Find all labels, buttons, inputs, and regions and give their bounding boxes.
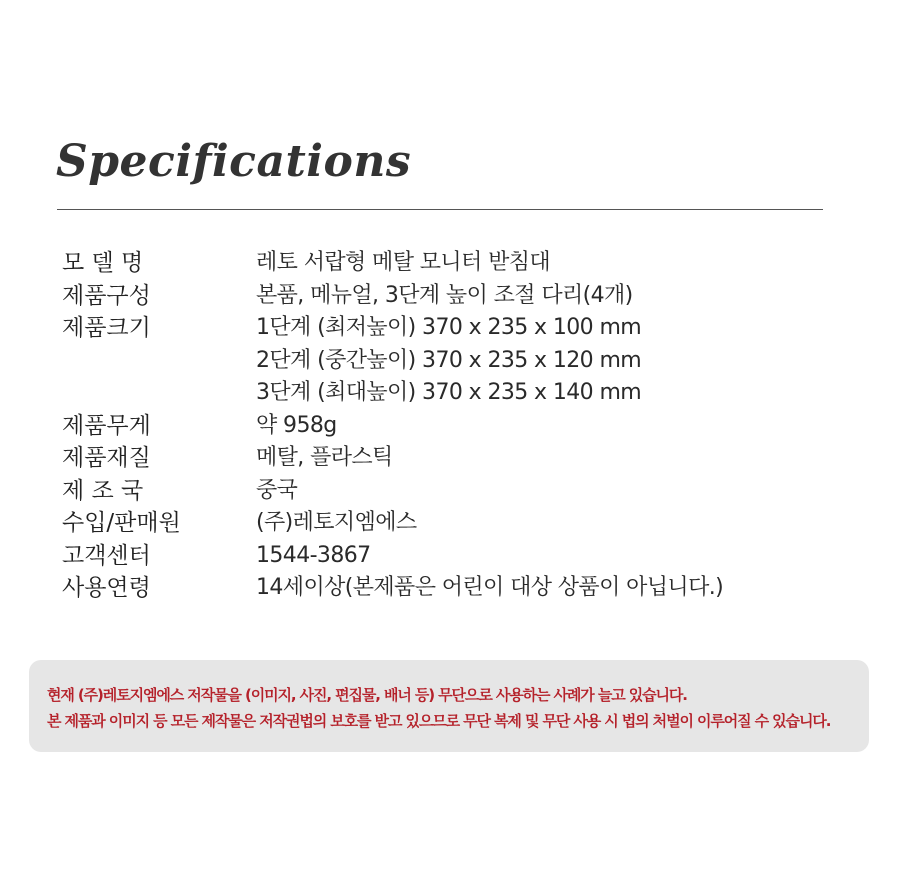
spec-label: 제 조 국 [62,477,144,504]
spec-label: 제품구성 [62,282,151,309]
spec-label: 고객센터 [62,542,151,569]
spec-table [62,247,842,605]
copyright-notice [29,660,869,752]
spec-value: 14세이상(본제품은 어린이 대상 상품이 아닙니다.) [256,575,724,600]
spec-value: 레토 서랍형 메탈 모니터 받침대 [256,250,551,275]
spec-value: 1544-3867 [256,542,371,568]
spec-label: 모 델 명 [62,250,144,276]
spec-label: 사용연령 [62,575,151,601]
spec-row-model [62,247,842,280]
spec-value: 1단계 (최저높이) 370 x 235 x 100 mm [256,315,642,340]
spec-label: 제품크기 [62,315,151,341]
spec-value: 2단계 (중간높이) 370 x 235 x 120 mm [256,347,642,373]
spec-value: 중국 [256,477,298,503]
page-title: Specifications [56,136,412,187]
notice-line: 본 제품과 이미지 등 모든 제작물은 저작권법의 보호를 받고 있으므로 무단 복제 및 무단 사용 시 법의 처벌이 이루어질 수 있습니다. [47,712,831,730]
spec-value: 본품, 메뉴얼, 3단계 높이 조절 다리(4개) [256,282,633,308]
spec-row-customer-center [62,540,842,573]
spec-row-age [62,572,842,605]
spec-label: 수입/판매원 [62,510,181,536]
spec-value: (주)레토지엠에스 [256,510,417,535]
title-divider [57,209,823,210]
spec-row-size [62,312,842,410]
spec-value: 3단계 (최대높이) 370 x 235 x 140 mm [256,380,642,405]
spec-row-components [62,280,842,313]
spec-label: 제품무게 [62,412,151,439]
spec-row-weight [62,410,842,443]
spec-row-material [62,442,842,475]
notice-line: 현재 (주)레토지엠에스 저작물을 (이미지, 사진, 편집물, 배너 등) 무단으로 사용하는 사례가 늘고 있습니다. [47,686,687,704]
spec-row-origin [62,475,842,508]
spec-row-importer [62,507,842,540]
spec-label: 제품재질 [62,445,151,471]
spec-value: 약 958g [256,412,337,438]
spec-value: 메탈, 플라스틱 [256,445,393,470]
